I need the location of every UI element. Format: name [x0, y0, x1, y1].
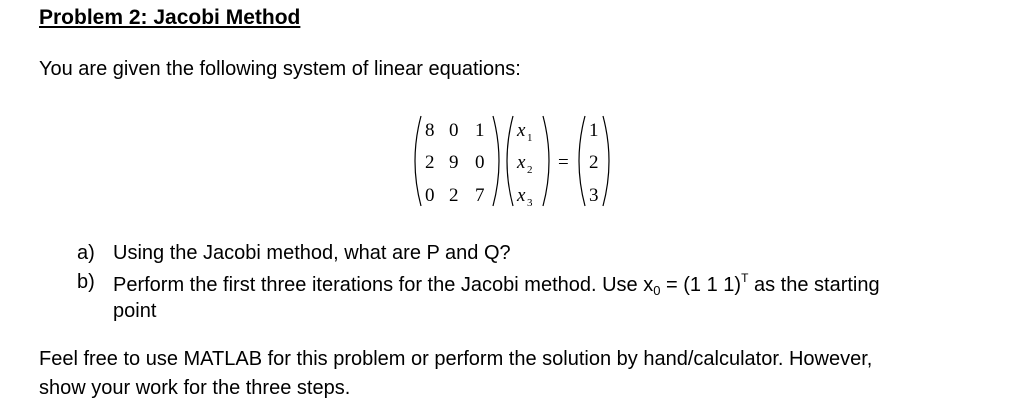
vector-x-subscript: 3: [527, 197, 533, 209]
vector-x-right-paren: [543, 116, 549, 206]
question-a-text: Using the Jacobi method, what are P and Q?: [113, 242, 511, 264]
equals-sign: =: [558, 152, 569, 173]
matrix-a-cell: 9: [449, 152, 459, 173]
question-b-text-before: Perform the first three iterations for the Jacobi method. Use x: [113, 274, 654, 296]
vector-x-left-paren: [507, 116, 513, 206]
intro-text: You are given the following system of linear equations:: [39, 58, 521, 80]
matrix-a-cell: 2: [425, 152, 435, 173]
closing-line-1: Feel free to use MATLAB for this problem or perform the solution by hand/calculator. However,: [39, 348, 873, 370]
matrix-a-cell: 7: [475, 185, 485, 206]
question-b-marker: b): [77, 271, 95, 293]
question-b: [77, 271, 997, 329]
vector-b-entry: 3: [589, 185, 599, 206]
question-a: [77, 242, 997, 270]
question-b-text-mid: = (1 1 1): [660, 274, 742, 296]
vector-b-entry: 1: [589, 120, 599, 141]
matrix-a-cell: 0: [449, 120, 459, 141]
vector-b-entry: 2: [589, 152, 599, 173]
question-b-text-line2: point: [113, 300, 157, 322]
matrix-a-cell: 0: [425, 185, 435, 206]
vector-x-entry: x: [517, 152, 526, 173]
vector-x-entry: x: [517, 185, 526, 206]
matrix-a-cell: 1: [475, 120, 485, 141]
question-b-text: [113, 271, 880, 298]
matrix-a-cell: 0: [475, 152, 485, 173]
vector-b-right-paren: [603, 116, 609, 206]
matrix-a-cell: 2: [449, 185, 459, 206]
matrix-a-right-paren: [493, 116, 499, 206]
vector-x-subscript: 1: [527, 132, 533, 144]
vector-b-left-paren: [579, 116, 585, 206]
question-a-marker: a): [77, 242, 95, 264]
closing-line-2: show your work for the three steps.: [39, 377, 351, 399]
matrix-a-left-paren: [415, 116, 421, 206]
closing-paragraph: [39, 345, 1009, 403]
vector-x-subscript: 2: [527, 164, 533, 176]
transpose-superscript: T: [741, 271, 749, 285]
x0-subscript: 0: [653, 283, 661, 298]
problem-title: Problem 2: Jacobi Method: [39, 6, 301, 29]
vector-x-entry: x: [517, 120, 526, 141]
question-b-text-after: as the starting: [748, 274, 880, 296]
linear-system-equation: [405, 112, 625, 212]
matrix-a-cell: 8: [425, 120, 435, 141]
